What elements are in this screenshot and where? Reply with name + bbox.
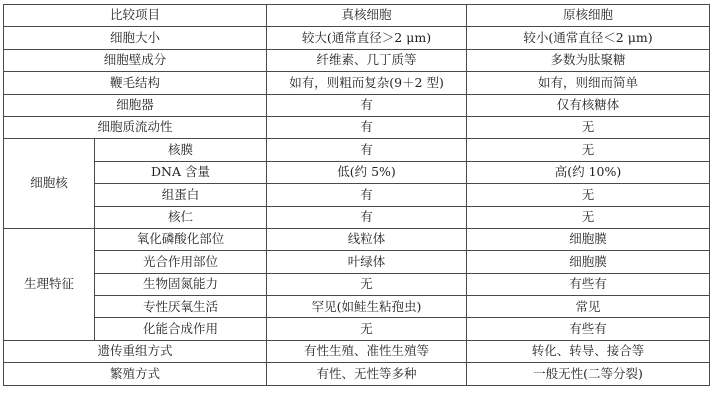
row-prokaryote-value: 无 bbox=[467, 184, 710, 206]
row-eukaryote-value: 纤维素、几丁质等 bbox=[267, 49, 467, 71]
row-subitem: 核仁 bbox=[95, 206, 267, 228]
row-prokaryote-value: 无 bbox=[467, 206, 710, 228]
row-eukaryote-value: 较大(通常直径＞2 μm) bbox=[267, 27, 467, 49]
table-row bbox=[4, 340, 710, 362]
row-subitem: 化能合成作用 bbox=[95, 318, 267, 340]
row-subitem: 组蛋白 bbox=[95, 184, 267, 206]
table-header-row bbox=[4, 5, 710, 27]
row-eukaryote-value: 有性生殖、准性生殖等 bbox=[267, 340, 467, 362]
header-prokaryote: 原核细胞 bbox=[467, 5, 710, 27]
row-eukaryote-value: 线粒体 bbox=[267, 228, 467, 250]
row-subitem: 光合作用部位 bbox=[95, 251, 267, 273]
row-item: 鞭毛结构 bbox=[4, 72, 267, 94]
comparison-table-container bbox=[3, 4, 710, 386]
row-subitem: 生物固氮能力 bbox=[95, 273, 267, 295]
row-subitem: 专性厌氧生活 bbox=[95, 296, 267, 318]
row-item: 细胞质流动性 bbox=[4, 116, 267, 138]
table-row bbox=[4, 228, 710, 250]
table-row bbox=[4, 116, 710, 138]
row-eukaryote-value: 有性、无性等多种 bbox=[267, 363, 467, 385]
row-prokaryote-value: 细胞膜 bbox=[467, 251, 710, 273]
row-subitem: 氧化磷酸化部位 bbox=[95, 228, 267, 250]
row-eukaryote-value: 有 bbox=[267, 116, 467, 138]
cell-comparison-table bbox=[3, 4, 710, 386]
table-row bbox=[4, 184, 710, 206]
table-row bbox=[4, 206, 710, 228]
row-prokaryote-value: 无 bbox=[467, 116, 710, 138]
row-prokaryote-value: 常见 bbox=[467, 296, 710, 318]
table-row bbox=[4, 273, 710, 295]
row-eukaryote-value: 无 bbox=[267, 318, 467, 340]
row-item: 细胞大小 bbox=[4, 27, 267, 49]
row-eukaryote-value: 叶绿体 bbox=[267, 251, 467, 273]
row-eukaryote-value: 有 bbox=[267, 94, 467, 116]
row-eukaryote-value: 有 bbox=[267, 184, 467, 206]
row-eukaryote-value: 有 bbox=[267, 139, 467, 161]
table-row bbox=[4, 27, 710, 49]
table-row bbox=[4, 139, 710, 161]
header-item: 比较项目 bbox=[4, 5, 267, 27]
row-item: 遗传重组方式 bbox=[4, 340, 267, 362]
row-prokaryote-value: 多数为肽聚糖 bbox=[467, 49, 710, 71]
row-prokaryote-value: 有些有 bbox=[467, 318, 710, 340]
row-prokaryote-value: 细胞膜 bbox=[467, 228, 710, 250]
table-row bbox=[4, 363, 710, 385]
table-row bbox=[4, 296, 710, 318]
row-item: 细胞器 bbox=[4, 94, 267, 116]
table-row bbox=[4, 318, 710, 340]
row-item: 繁殖方式 bbox=[4, 363, 267, 385]
row-prokaryote-value: 有些有 bbox=[467, 273, 710, 295]
table-row bbox=[4, 161, 710, 183]
table-row bbox=[4, 72, 710, 94]
row-item: 细胞壁成分 bbox=[4, 49, 267, 71]
row-prokaryote-value: 较小(通常直径＜2 μm) bbox=[467, 27, 710, 49]
table-row bbox=[4, 49, 710, 71]
row-prokaryote-value: 如有，则细而简单 bbox=[467, 72, 710, 94]
row-prokaryote-value: 转化、转导、接合等 bbox=[467, 340, 710, 362]
row-eukaryote-value: 如有，则粗而复杂(9＋2 型) bbox=[267, 72, 467, 94]
row-eukaryote-value: 罕见(如鲑生粘孢虫) bbox=[267, 296, 467, 318]
row-subitem: DNA 含量 bbox=[95, 161, 267, 183]
row-prokaryote-value: 仅有核糖体 bbox=[467, 94, 710, 116]
row-subitem: 核膜 bbox=[95, 139, 267, 161]
row-eukaryote-value: 无 bbox=[267, 273, 467, 295]
group-label-physiology: 生理特征 bbox=[4, 228, 95, 340]
row-prokaryote-value: 无 bbox=[467, 139, 710, 161]
row-eukaryote-value: 有 bbox=[267, 206, 467, 228]
row-prokaryote-value: 一般无性(二等分裂) bbox=[467, 363, 710, 385]
header-eukaryote: 真核细胞 bbox=[267, 5, 467, 27]
table-row bbox=[4, 94, 710, 116]
table-row bbox=[4, 251, 710, 273]
row-eukaryote-value: 低(约 5%) bbox=[267, 161, 467, 183]
row-prokaryote-value: 高(约 10%) bbox=[467, 161, 710, 183]
group-label-nucleus: 细胞核 bbox=[4, 139, 95, 229]
